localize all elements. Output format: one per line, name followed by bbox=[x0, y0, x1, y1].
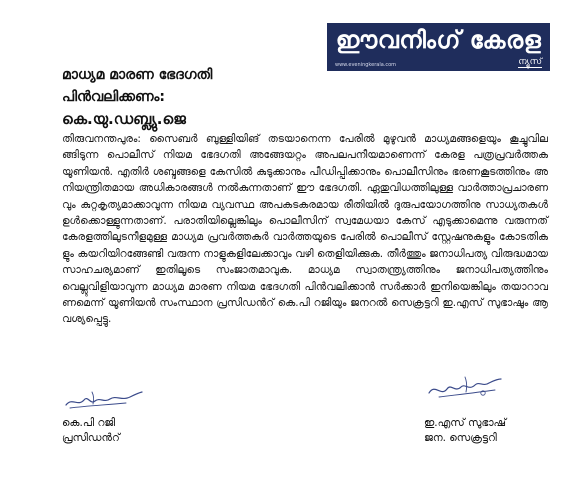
headline-line-1: മാധ്യമ മാരണ ഭേദഗതി bbox=[62, 67, 213, 83]
signatory-name: കെ.പി റജി bbox=[62, 417, 116, 429]
headline-line-2: പിൻവലിക്കണം: bbox=[62, 89, 165, 105]
publication-logo bbox=[327, 23, 550, 71]
headline-line-3: കെ.യു.ഡബ്ല്യു.ജെ bbox=[62, 110, 186, 128]
logo-tagline: ന്യൂസ് bbox=[518, 57, 542, 67]
logo-website: www.eveningkerala.com bbox=[335, 62, 397, 68]
headline bbox=[62, 64, 302, 130]
signature-general-secretary bbox=[425, 373, 505, 403]
logo-footer bbox=[335, 57, 542, 68]
signatory-president bbox=[62, 416, 120, 446]
signatory-role: ജന. സെക്രട്ടറി bbox=[424, 432, 497, 444]
body-paragraph: തിരുവനന്തപുരം: സൈബർ ബുള്ളിയിങ് തടയാനെന്ന പേരിൽ മുഴുവൻ മാധ്യമങ്ങളെയും കൂച്ചുവിലങ്ങിടുന്ന പൊലീസ് നിയമ ഭേദഗതി അങ്ങേയറ്റം അപലപനീയമാണെന്ന് കേരള പത്രപ്രവർത്തക യൂണിയൻ. എതിർ ശബ്ദങ്ങളെ കേസിൽ കുടുക്കാനും പീഡിപ്പിക്കാനും പൊലീസിനും ഭരണകൂടത്തിനും അനിയന്ത്രിതമായ അധികാരങ്ങൾ നൽകുന്നതാണ് ഈ ഭേദഗതി. ഏതുവിധത്തിലുള്ള വാർത്താപ്രചാരണവും കുറ്റകൃത്യമാക്കാവുന്ന നിയമ വ്യവസ്ഥ അപകടകരമായ രീതിയിൽ ദുരുപയോഗത്തിനു സാധ്യതകൾ ഉൾക്കൊള്ളുന്നതാണ്. പരാതിയില്ലെങ്കിലും പൊലീസിന് സ്വമേധയാ കേസ് എടുക്കാമെന്നു വരുന്നത് കേരളത്തിലുടനീളമുള്ള മാധ്യമ പ്രവർത്തകർ വാർത്തയുടെ പേരിൽ പൊലീസ് സ്റ്റേഷനുകളും കോടതികളും കയറിയിറങ്ങേണ്ടി വരുന്ന നാളുകളിലേക്കാവും വഴി തെളിയിക്കുക. തീർത്തും ജനാധിപത്യ വിരുദ്ധമായ സാഹചര്യമാണ് ഇതിലൂടെ സംജാതമാവുക. മാധ്യമ സ്വാതന്ത്ര്യത്തിനും ജനാധിപത്യത്തിനും വെല്ലുവിളിയാവുന്ന മാധ്യമ മാരണ നിയമ ഭേദഗതി പിൻവലിക്കാൻ സർക്കാർ ഇനിയെങ്കിലും തയാറാവണമെന്ന് യൂണിയൻ സംസ്ഥാന പ്രസിഡൻറ് കെ.പി റജിയും ജനറൽ സെക്രട്ടറി ഇ.എസ് സുഭാഷും ആവശ്യപ്പെട്ടു. bbox=[62, 133, 548, 326]
signature-president bbox=[64, 383, 144, 413]
signatory-name: ഇ.എസ് സുഭാഷ് bbox=[424, 417, 507, 429]
signatory-general-secretary bbox=[424, 416, 506, 446]
logo-name: ഈവനിംഗ് കേരള bbox=[335, 26, 542, 54]
signatory-role: പ്രസിഡൻറ് bbox=[62, 432, 120, 444]
